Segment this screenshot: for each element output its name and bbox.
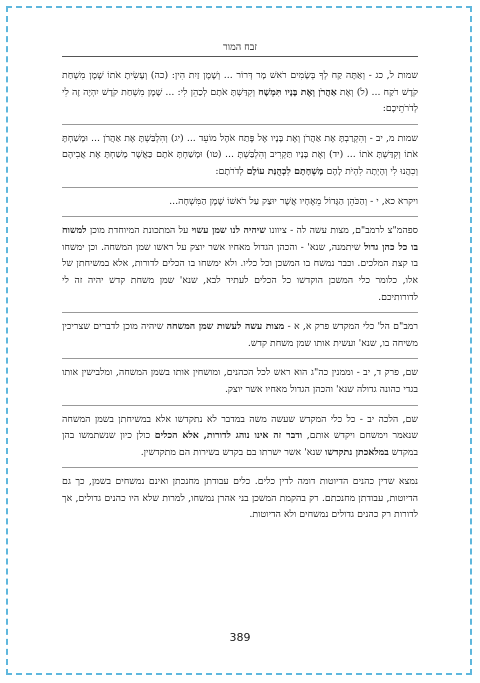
quote-text: וְקִדַּשְׁתָּ אֹתָם לְכַהֵן לִי: ... שֶׁמֶן מִשְׁחַת קֹדֶשׁ יִהְיֶה זֶה לִי לְדֹרֹתֵיכֶם: xyxy=(62,86,418,115)
quote-bold-text: מָשְׁחָתָם לִכְהֻנַּת עוֹלָם xyxy=(246,165,324,177)
quote-text: לְדֹרֹתָם: xyxy=(215,165,247,177)
paragraph-bold-text: מצות עשה לעשות שמן המשחה xyxy=(166,321,285,333)
paragraph-text: כולן כיון שנשתמשו בהן במקדש xyxy=(62,430,418,458)
paragraph-conclusion xyxy=(62,474,418,524)
paragraph-rambam-1 xyxy=(62,319,418,352)
quote-exodus-30 xyxy=(62,68,418,118)
paragraph-text: נמצא שדין כהנים הדיוטות דומה לדין כלים. כלים עבודתן מחנכתן ואינם נמשחים בשמן, כך גם הדיוטות, עבודתן מחנכתם. רק בהקמת המשכן בני אהרן נמשחו, למרות שלא היו כהנים גדולים, אך לדורות רק כהנים גדולים נמשחים ולא הדיוטות. xyxy=(62,476,418,521)
running-header xyxy=(62,40,418,57)
paragraph-text: שיתמנה, שנא' - והכהן הגדול מאחיו אשר יוצק על ראשו שמן המשחה. וכן ימשחו בו קצת המלכים. וכבר נמשח בו המשכן וכל כליו. ולא ימשחו בו הכלים לדורות, אלא במשיחתן של אלו, כלומר כלי המשכן הוקדשו כל הכלים לעתיד לבא, שנא' שמן משחת קדש יהיה זה לי לדורותיכם. xyxy=(62,241,418,303)
paragraph-text: שם, פרק ד, יב - וממנין כה"ג הוא ראש לכל הכהנים, ומושחין אותו בשמן המשחה, ומלבישין אותו בגדי כהונה גדולה שנא' והכהן הגדול מאחיו אשר יוצק. xyxy=(62,367,418,395)
separator xyxy=(62,467,418,468)
separator xyxy=(62,216,418,217)
quote-leviticus-21 xyxy=(62,194,418,211)
separator xyxy=(62,187,418,188)
paragraph-text: שם, הלכה יב - כל כלי המקדש שעשה משה במדבר לא נתקדשו אלא במשיחתן בשמן המשחה שנאמר וימשחם ויקדש אותם, xyxy=(62,413,418,442)
paragraph-bold-text: שיהיה לנו שמן עשוי xyxy=(191,225,266,237)
paragraph-text: ספהמ"צ לרמב"ם, מצות עשה לה - ציוונו xyxy=(265,225,419,237)
paragraph-text: על המתכונת המיוחדת מוכן xyxy=(86,225,192,237)
paragraph-text: רמב"ם הל' כלי המקדש פרק א, א - xyxy=(284,321,418,333)
paragraph-bold-text: ודבר זה אינו נוהג לדורות, אלא הכלים xyxy=(154,430,303,442)
quote-bold-text: אַהֲרֹן וְאֶת בָּנָיו תִּמְשָׁח xyxy=(258,86,337,98)
paragraph-bold-text: למשוח בו כל כהן גדול xyxy=(62,225,418,253)
separator xyxy=(62,124,418,125)
quote-text: ויקרא כא, י - וְהַכֹּהֵן הַגָּדוֹל מֵאֶחָיו אֲשֶׁר יוּצַק עַל רֹאשׁוֹ שֶׁמֶן הַמִּשְׁחָה... xyxy=(169,195,418,207)
paragraph-rambam-2 xyxy=(62,365,418,398)
quote-exodus-40 xyxy=(62,131,418,181)
paragraph-text: שיהיה מוכן לדברים שצריכין משיחה בו, שנא' ועשית אותו שמן משחת קדש. xyxy=(62,321,418,349)
paragraph-text: שנא' אשר ישרתו בם בקדש בשירות הם מתקדשין. xyxy=(140,446,325,458)
separator xyxy=(62,358,418,359)
paragraph-sefer-hamitzvot xyxy=(62,223,418,306)
separator xyxy=(62,312,418,313)
quote-text: שמות מ, יב - וְהִקְרַבְתָּ אֶת אַהֲרֹן וְאֶת בָּנָיו אֶל פֶּתַח אֹהֶל מוֹעֵד ... (יג) וְהִלְבַּשְׁתָּ אֶת אַהֲרֹן ... וּמָשַׁחְתָּ אֹתוֹ וְקִדַּשְׁתָּ אֹתוֹ ... (יד) וְאֶת בָּנָיו תַּקְרִיב וְהִלְבַּשְׁתָּ ... (טו) וּמָשַׁחְתָּ אֹתָם כַּאֲשֶׁר מָשַׁחְתָּ אֶת אֲבִיהֶם וְכִהֲנוּ לִי וְהָיְתָה לִהְיֹת לָהֶם xyxy=(62,132,418,177)
page-number: 389 xyxy=(229,631,251,644)
header-title: זבח המור xyxy=(222,42,258,53)
separator xyxy=(62,405,418,406)
paragraph-rambam-3 xyxy=(62,412,418,462)
paragraph-bold-text: במלאכתן נתקדשו xyxy=(325,446,389,458)
page-body xyxy=(62,68,418,530)
quote-text: שמות ל, כג - וְאַתָּה קַח לְךָ בְּשָׂמִים רֹאשׁ מָר דְּרוֹר ... וְשֶׁמֶן זַיִת הִין: (כה) וְעָשִׂיתָ אֹתוֹ שֶׁמֶן מִשְׁחַת קֹדֶשׁ רֹקַח ... (ל) וְאֶת xyxy=(62,70,418,98)
